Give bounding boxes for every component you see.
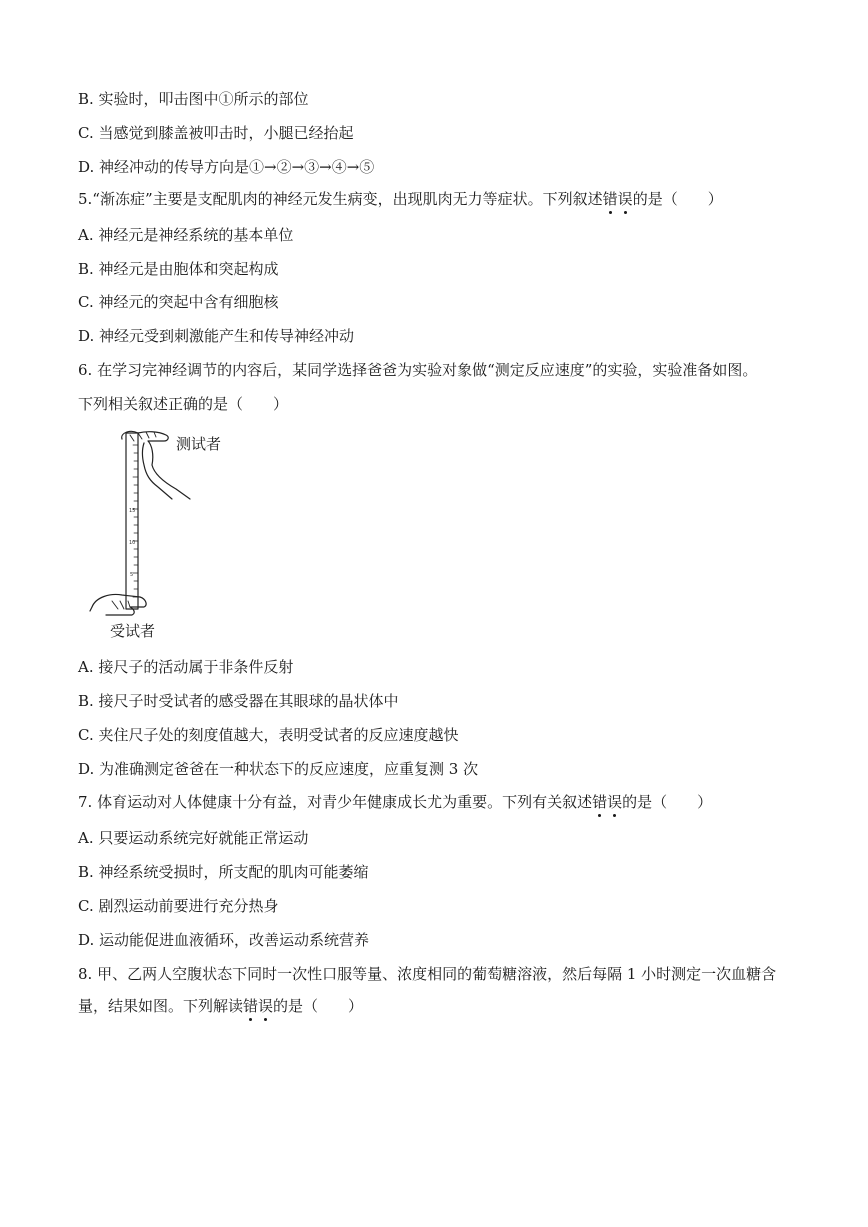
emphasis-dots [592, 793, 622, 811]
ruler [126, 433, 138, 609]
ruler-drop-illustration [86, 425, 286, 647]
question-8-line2: 量，结果如图。下列解读错误的是（ ） [78, 997, 364, 1015]
emphasis-char: 错 [602, 190, 618, 208]
line-q6-b: B. 接尺子时受试者的感受器在其眼球的晶状体中 [78, 692, 399, 710]
line-q5-c: C. 神经元的突起中含有细胞核 [78, 293, 279, 311]
line-q6-a: A. 接尺子的活动属于非条件反射 [78, 658, 294, 676]
line-q7-d: D. 运动能促进血液循环，改善运动系统营养 [78, 931, 370, 949]
emphasis-char: 误 [258, 997, 274, 1015]
line-q6-d: D. 为准确测定爸爸在一种状态下的反应速度，应重复测 3 次 [78, 760, 479, 778]
line-q5-d: D. 神经元受到刺激能产生和传导神经冲动 [78, 327, 355, 345]
emphasis-char: 错 [243, 997, 259, 1015]
line-q7-b: B. 神经系统受损时，所支配的肌肉可能萎缩 [78, 863, 369, 881]
line-q5-b: B. 神经元是由胞体和突起构成 [78, 260, 279, 278]
ruler-figure [86, 425, 286, 647]
emphasis-char: 误 [607, 793, 623, 811]
emphasis-char: 误 [617, 190, 633, 208]
line-q5-a: A. 神经元是神经系统的基本单位 [78, 226, 294, 244]
subject-label: 受试者 [110, 622, 156, 640]
line-q6-c: C. 夹住尺子处的刻度值越大，表明受试者的反应速度越快 [78, 726, 459, 744]
svg-text:10: 10 [129, 540, 136, 546]
line-q7-a: A. 只要运动系统完好就能正常运动 [78, 829, 309, 847]
emphasis-dots [603, 190, 633, 208]
line-q7-c: C. 剧烈运动前要进行充分热身 [78, 897, 279, 915]
line-q4-c: C. 当感觉到膝盖被叩击时，小腿已经抬起 [78, 124, 354, 142]
question-6-line2: 下列相关叙述正确的是（ ） [78, 395, 289, 413]
svg-text:5: 5 [130, 572, 134, 578]
line-q4-d: D. 神经冲动的传导方向是①→②→③→④→⑤ [78, 158, 375, 176]
question-5: 5.“渐冻症”主要是支配肌肉的神经元发生病变，出现肌肉无力等症状。下列叙述错误的是（ ） [78, 190, 723, 208]
emphasis-dots [243, 997, 273, 1015]
emphasis-char: 错 [592, 793, 608, 811]
question-6-line1: 6. 在学习完神经调节的内容后，某同学选择爸爸为实验对象做“测定反应速度”的实验，实验准备如图。 [78, 361, 758, 379]
line-q4-b: B. 实验时，叩击图中①所示的部位 [78, 90, 309, 108]
question-8-line1: 8. 甲、乙两人空腹状态下同时一次性口服等量、浓度相同的葡萄糖溶液，然后每隔 1 小时测定一次血糖含 [78, 965, 777, 983]
question-7: 7. 体育运动对人体健康十分有益，对青少年健康成长尤为重要。下列有关叙述错误的是（ ） [78, 793, 713, 811]
svg-text:15: 15 [129, 508, 136, 514]
tester-label: 测试者 [176, 435, 222, 453]
